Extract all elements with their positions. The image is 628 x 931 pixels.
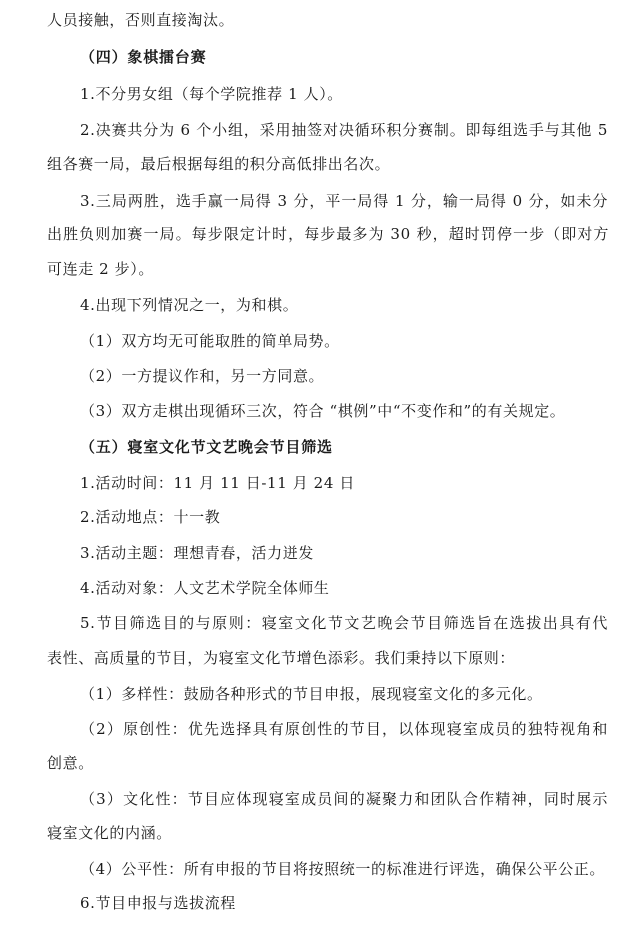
section-heading-dorm-culture: （五）寝室文化节文艺晚会节目筛选: [80, 438, 333, 456]
principle-originality-line-1: （2）原创性：优先选择具有原创性的节目，以体现寝室成员的独特视角和: [80, 720, 608, 738]
event-audience: 4.活动对象：人文艺术学院全体师生: [80, 579, 330, 597]
chess-rule-3-line-2: 出胜负则加赛一局。每步限定计时，每步最多为 30 秒，超时罚停一步（即对方: [47, 225, 609, 243]
event-time: 1.活动时间：11 月 11 日-11 月 24 日: [80, 474, 355, 492]
selection-purpose-line-1: 5.节目筛选目的与原则：寝室文化节文艺晚会节目筛选旨在选拔出具有代: [80, 614, 608, 632]
principle-fairness: （4）公平性：所有申报的节目将按照统一的标准进行评选，确保公平公正。: [80, 860, 605, 878]
principle-diversity: （1）多样性：鼓励各种形式的节目申报，展现寝室文化的多元化。: [80, 685, 543, 703]
event-theme: 3.活动主题：理想青春，活力迸发: [80, 544, 314, 562]
chess-rule-4: 4.出现下列情况之一，为和棋。: [80, 296, 299, 314]
chess-rule-2-line-2: 组各赛一局，最后根据每组的积分高低排出名次。: [47, 155, 391, 173]
chess-rule-3-line-1: 3.三局两胜，选手赢一局得 3 分，平一局得 1 分，输一局得 0 分，如未分: [80, 192, 608, 210]
section-heading-chess: （四）象棋擂台赛: [80, 48, 207, 66]
paragraph-continuation: 人员接触，否则直接淘汰。: [47, 11, 235, 29]
chess-rule-2-line-1: 2.决赛共分为 6 个小组，采用抽签对决循环积分赛制。即每组选手与其他 5: [80, 121, 608, 139]
principle-originality-line-2: 创意。: [47, 754, 94, 772]
chess-draw-case-2: （2）一方提议作和，另一方同意。: [80, 367, 325, 385]
chess-rule-3-line-3: 可连走 2 步）。: [47, 260, 154, 278]
principle-culture-line-1: （3）文化性：节目应体现寝室成员间的凝聚力和团队合作精神，同时展示: [80, 790, 608, 808]
event-location: 2.活动地点：十一教: [80, 508, 221, 526]
chess-draw-case-1: （1）双方均无可能取胜的简单局势。: [80, 332, 340, 350]
selection-purpose-line-2: 表性、高质量的节目，为寝室文化节增色添彩。我们秉持以下原则：: [47, 649, 516, 667]
application-process-heading: 6.节目申报与选拔流程: [80, 894, 236, 912]
chess-draw-case-3: （3）双方走棋出现循环三次，符合 “棋例”中“不变作和”的有关规定。: [80, 402, 566, 420]
chess-rule-1: 1.不分男女组（每个学院推荐 1 人）。: [80, 85, 343, 103]
principle-culture-line-2: 寝室文化的内涵。: [47, 824, 172, 842]
